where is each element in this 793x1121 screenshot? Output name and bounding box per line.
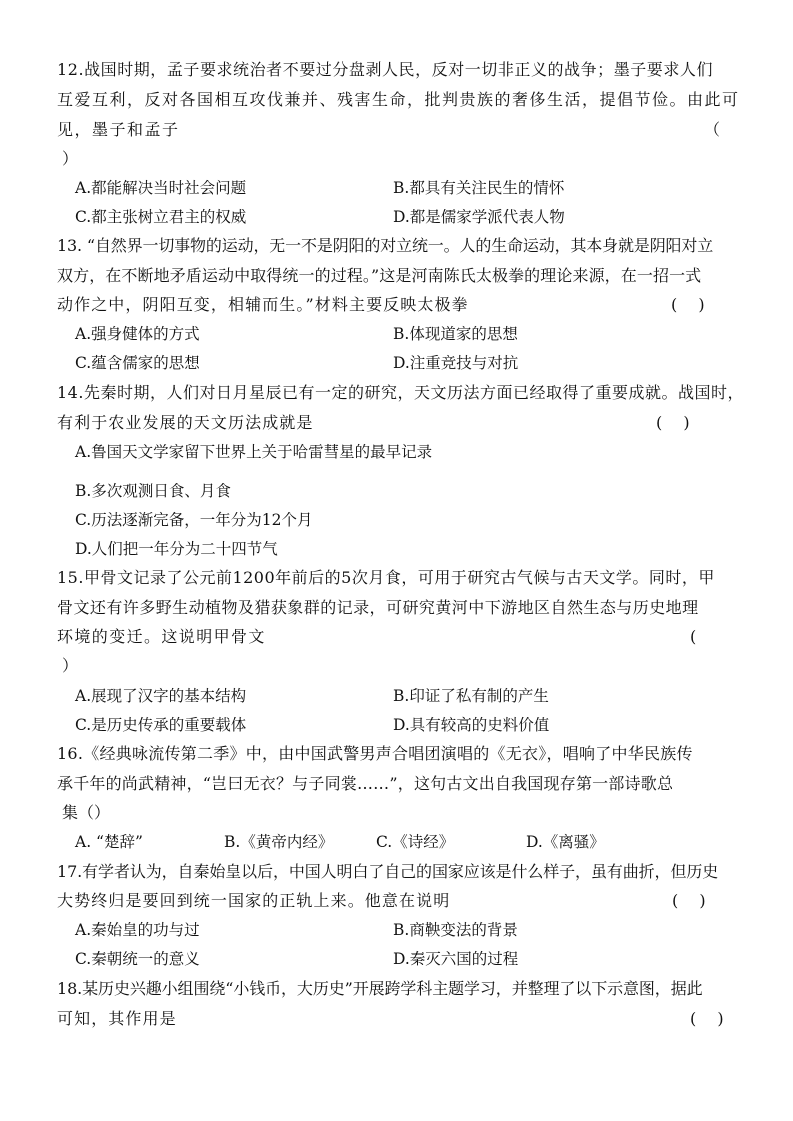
option-c: C.历法逐渐完备，一年分为12个月 <box>75 511 313 529</box>
option-c: C.秦朝统一的意义 <box>75 950 200 968</box>
question-text-line: 环境的变迁。这说明甲骨文 <box>57 627 266 646</box>
option-d: D.具有较高的史料价值 <box>393 716 550 734</box>
option-b: B.商鞅变法的背景 <box>393 921 518 939</box>
option-b: B.都具有关注民生的情怀 <box>393 179 565 197</box>
question-text-line: 有利于农业发展的天文历法成就是 <box>57 413 314 432</box>
option-a: A.鲁国天文学家留下世界上关于哈雷彗星的最早记录 <box>75 443 433 461</box>
question-text-line: 15.甲骨文记录了公元前1200年前后的5次月食，可用于研究古气候与古天文学。同时，甲 <box>57 568 715 587</box>
option-c: C.是历史传承的重要载体 <box>75 716 247 734</box>
question-text-line: ） <box>62 149 79 168</box>
question-text-line: 承千年的尚武精神，“岂曰无衣？与子同裳……”，这句古文出自我国现存第一部诗歌总 <box>57 774 674 793</box>
option-a: A.强身健体的方式 <box>75 325 200 343</box>
option-b: B.《黄帝内经》 <box>224 833 334 851</box>
question-text-line: 见，墨子和孟子 <box>57 120 180 139</box>
answer-paren: ( ) <box>690 1009 724 1028</box>
option-d: D.人们把一年分为二十四节气 <box>75 540 278 558</box>
answer-paren: ( ) <box>672 891 706 910</box>
option-c: C.蕴含儒家的思想 <box>75 354 200 372</box>
answer-paren: ( ) <box>671 295 705 314</box>
answer-paren: ( ) <box>656 413 690 432</box>
option-b: B.体现道家的思想 <box>393 325 518 343</box>
question-text-line: 动作之中，阴阳互变，相辅而生。”材料主要反映太极拳 <box>57 295 469 314</box>
question-text-line: 14.先秦时期，人们对日月星辰已有一定的研究，天文历法方面已经取得了重要成就。战国时， <box>57 383 744 402</box>
option-c: C.《诗经》 <box>376 833 455 851</box>
option-a: A.秦始皇的功与过 <box>75 921 200 939</box>
option-d: D.《离骚》 <box>526 833 605 851</box>
option-a: A.都能解决当时社会问题 <box>75 179 247 197</box>
question-text-line: 互爱互利，反对各国相互攻伐兼并、残害生命，批判贵族的奢侈生活，提倡节俭。由此可 <box>57 90 740 109</box>
question-text-line: 17.有学者认为，自秦始皇以后，中国人明白了自己的国家应该是什么样子，虽有曲折，但历史 <box>57 862 719 881</box>
answer-paren: （ <box>704 120 721 139</box>
answer-paren: ( <box>690 627 697 646</box>
option-a: A. “楚辞” <box>75 833 143 851</box>
option-d: D.注重竞技与对抗 <box>393 354 519 372</box>
question-text-line: 13. “自然界一切事物的运动，无一不是阴阳的对立统一。人的生命运动，其本身就是阴阳对立 <box>57 236 714 255</box>
question-text-line: 18.某历史兴趣小组围绕“小钱币，大历史”开展跨学科主题学习，并整理了以下示意图，据此 <box>57 979 703 998</box>
question-text-line: 骨文还有许多野生动植物及猎获象群的记录，可研究黄河中下游地区自然生态与历史地理 <box>57 598 699 617</box>
question-text-line: ） <box>62 656 79 675</box>
question-text-line: 可知，其作用是 <box>57 1009 177 1028</box>
option-d: D.都是儒家学派代表人物 <box>393 208 565 226</box>
question-text-line: 集（） <box>62 803 111 822</box>
option-b: B.印证了私有制的产生 <box>393 687 549 705</box>
option-c: C.都主张树立君主的权威 <box>75 208 247 226</box>
question-text-line: 大势终归是要回到统一国家的正轨上来。他意在说明 <box>57 891 451 910</box>
option-d: D.秦灭六国的过程 <box>393 950 519 968</box>
option-b: B.多次观测日食、月食 <box>75 482 231 500</box>
question-text-line: 16.《经典咏流传第二季》中，由中国武警男声合唱团演唱的《无衣》，唱响了中华民族传 <box>57 744 693 763</box>
option-a: A.展现了汉字的基本结构 <box>75 687 247 705</box>
question-text-line: 双方，在不断地矛盾运动中取得统一的过程。”这是河南陈氏太极拳的理论来源，在一招一式 <box>57 266 702 285</box>
question-text-line: 12.战国时期，孟子要求统治者不要过分盘剥人民，反对一切非正义的战争；墨子要求人们 <box>57 60 713 79</box>
